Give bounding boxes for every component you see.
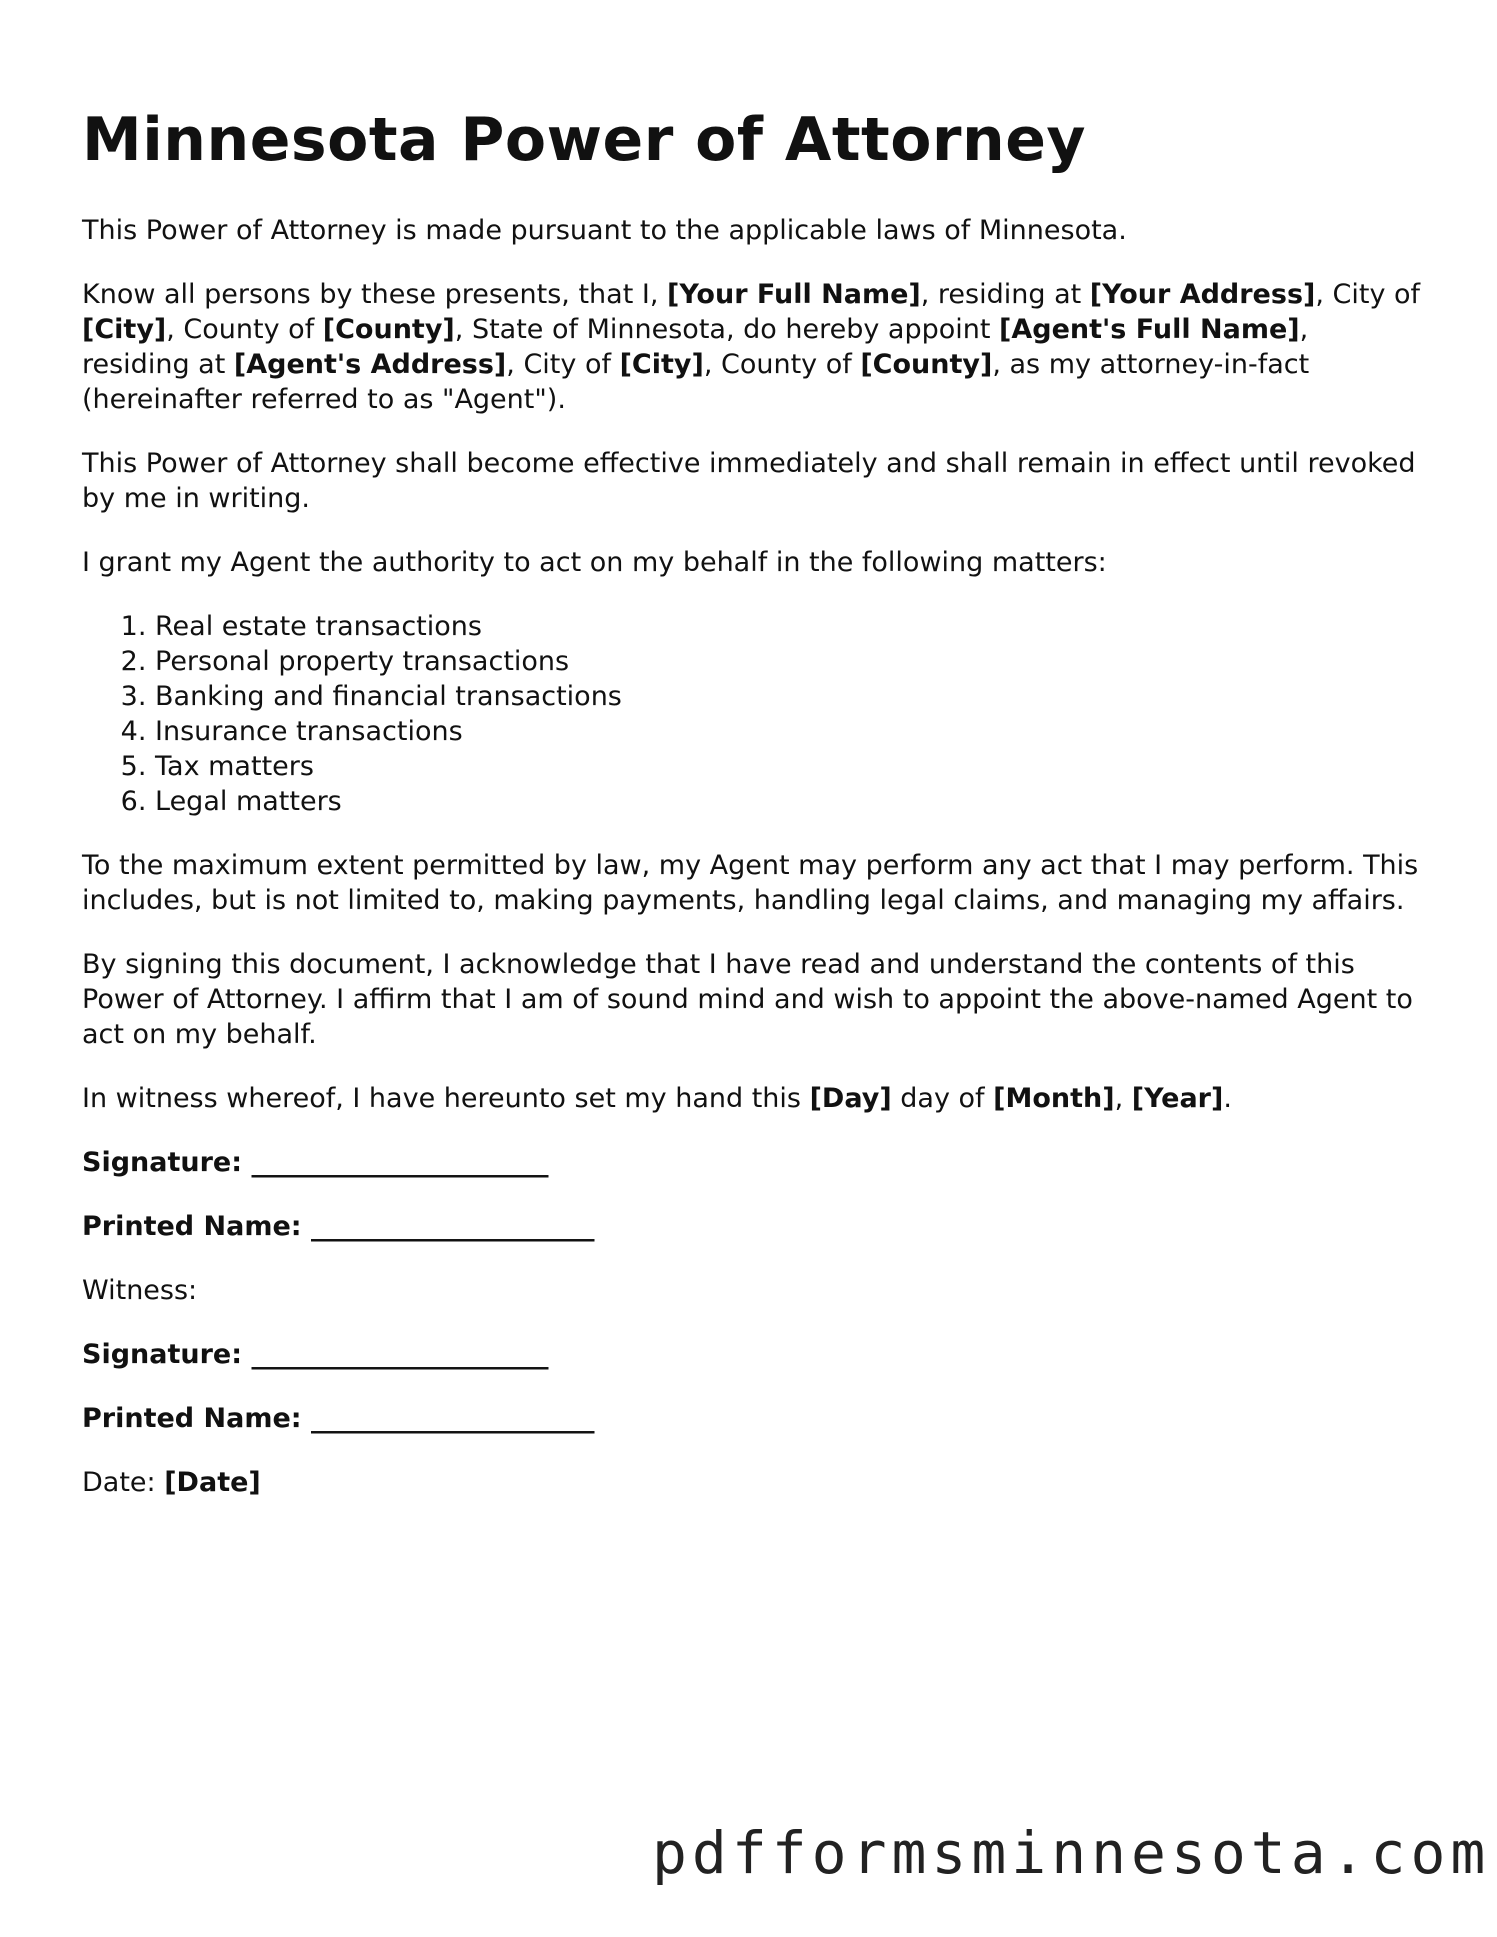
effective-paragraph: This Power of Attorney shall become effective immediately and shall remain in effect until revoked by me in writing. (82, 448, 1416, 514)
agent-city-placeholder: [City] (619, 349, 704, 380)
printed-name-label: Printed Name: (82, 1211, 311, 1242)
witness-clause-text: . (1223, 1083, 1232, 1114)
appointment-text: , County of (703, 349, 861, 380)
extent-paragraph: To the maximum extent permitted by law, my Agent may perform any act that I may perform. This includes, but is not limited to, making payments, handling legal claims, and managing my affairs. (82, 850, 1419, 916)
appointment-text: , City of (1315, 279, 1421, 310)
list-item: 5. Tax matters (155, 749, 1422, 784)
document-body (82, 213, 1422, 1529)
agent-county-placeholder: [County] (860, 349, 993, 380)
appointment-text: , City of (506, 349, 620, 380)
list-item: 4. Insurance transactions (155, 714, 1422, 749)
day-placeholder: [Day] (809, 1083, 892, 1114)
appointment-paragraph (82, 277, 1422, 417)
list-item: 1. Real estate transactions (155, 609, 1422, 644)
month-placeholder: [Month] (993, 1083, 1115, 1114)
principal-signature-row (82, 1145, 1422, 1180)
grant-paragraph: I grant my Agent the authority to act on my behalf in the following matters: (82, 547, 1107, 578)
printed-name-line[interactable]: _____________________ (311, 1403, 595, 1434)
county-placeholder: [County] (322, 314, 455, 345)
signature-label: Signature: (82, 1339, 252, 1370)
list-item: 2. Personal property transactions (155, 644, 1422, 679)
footer-brand: pdfformsminnesota.com (652, 1819, 1491, 1887)
appointment-text: , as my attorney-in-fact (hereinafter referred to as "Agent"). (82, 349, 1310, 415)
date-label: Date: (82, 1467, 165, 1498)
your-address-placeholder: [Your Address] (1089, 279, 1316, 310)
signature-label: Signature: (82, 1147, 252, 1178)
agent-address-placeholder: [Agent's Address] (233, 349, 507, 380)
witness-clause-text: , (1114, 1083, 1132, 1114)
year-placeholder: [Year] (1131, 1083, 1224, 1114)
printed-name-label: Printed Name: (82, 1403, 311, 1434)
city-placeholder: [City] (82, 314, 167, 345)
document-title: Minnesota Power of Attorney (82, 105, 1087, 175)
matters-list (82, 609, 1422, 819)
list-item: 3. Banking and financial transactions (155, 679, 1422, 714)
appointment-text: , residing at (920, 279, 1090, 310)
intro-paragraph: This Power of Attorney is made pursuant to the applicable laws of Minnesota. (82, 215, 1127, 246)
principal-printed-name-row (82, 1209, 1422, 1244)
date-row (82, 1465, 1422, 1500)
witness-printed-name-row (82, 1401, 1422, 1436)
appointment-text: , County of (166, 314, 323, 345)
witness-clause (82, 1081, 1422, 1116)
witness-label: Witness: (82, 1275, 198, 1306)
appointment-text: , residing at (82, 314, 1309, 380)
your-name-placeholder: [Your Full Name] (667, 279, 921, 310)
agent-name-placeholder: [Agent's Full Name] (999, 314, 1300, 345)
printed-name-line[interactable]: _____________________ (311, 1211, 595, 1242)
witness-signature-row (82, 1337, 1422, 1372)
appointment-text: , State of Minnesota, do hereby appoint (454, 314, 1000, 345)
witness-clause-text: In witness whereof, I have hereunto set my hand this (82, 1083, 810, 1114)
list-item: 6. Legal matters (155, 784, 1422, 819)
witness-clause-text: day of (891, 1083, 994, 1114)
date-placeholder[interactable]: [Date] (164, 1467, 261, 1498)
signature-line[interactable]: ______________________ (251, 1339, 549, 1370)
signature-line[interactable]: ______________________ (251, 1147, 549, 1178)
appointment-text: Know all persons by these presents, that I, (82, 279, 668, 310)
acknowledge-paragraph: By signing this document, I acknowledge that I have read and understand the contents of this Power of Attorney. I affirm that I am of sound mind and wish to appoint the above-named Agent to act on my behalf. (82, 949, 1413, 1050)
